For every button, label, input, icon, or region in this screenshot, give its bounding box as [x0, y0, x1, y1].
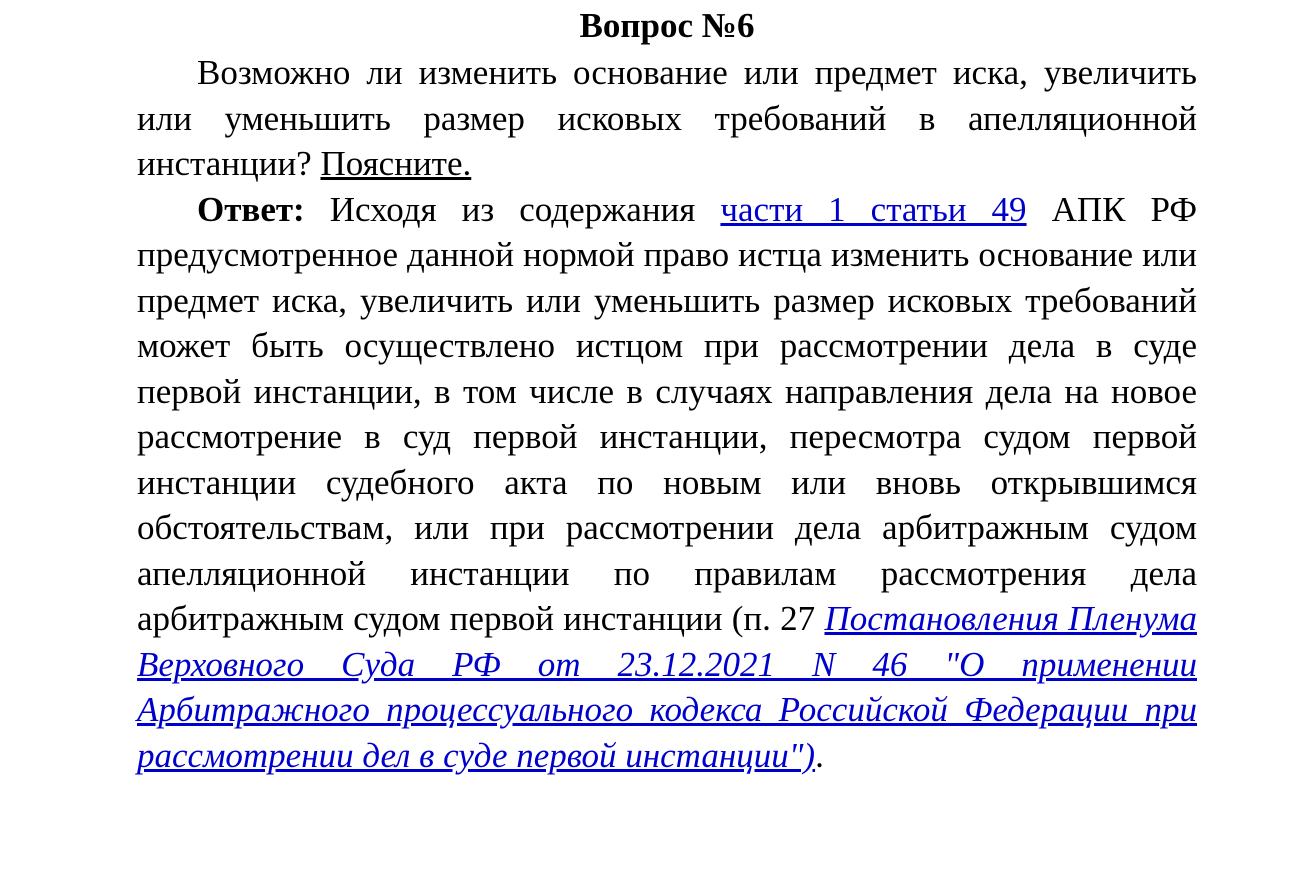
document — [137, 0, 1197, 778]
answer-intro: Исходя из содержания — [329, 189, 696, 229]
explain-label: Поясните. — [320, 144, 472, 183]
question-text: Возможно ли изменить основание или предмет иска, увеличить или уменьшить размер исковых требований в апелляционной инстанции? — [137, 53, 1197, 183]
citation-link[interactable]: Постановления Пленума Верховного Суда РФ от 23.12.2021 N 46 "О применении Арбитражного процессуального кодекса Российской Федерации при рассмотрении дел в суде первой инстанции") — [137, 599, 1197, 775]
question-title: Вопрос №6 — [579, 6, 755, 45]
answer-paragraph — [137, 187, 1197, 779]
question-paragraph — [137, 50, 1197, 187]
answer-label: Ответ: — [197, 189, 305, 229]
article-link[interactable]: части 1 статьи 49 — [720, 189, 1027, 229]
answer-end: . — [815, 735, 824, 775]
answer-body: АПК РФ предусмотренное данной нормой право истца изменить основание или предмет иска, увеличить или уменьшить размер исковых требований может быть осуществлено истцом при рассмотрении дела в суде первой инстанции, в том числе в случаях направления дела на новое рассмотрение в суд первой инстанции, пересмотра судом первой инстанции судебного акта по новым или вновь открывшимся обстоятельствам, или при рассмотрении дела арбитражным судом апелляционной инстанции по правилам рассмотрения дела арбитражным судом первой инстанции (п. 27 — [137, 189, 1198, 638]
